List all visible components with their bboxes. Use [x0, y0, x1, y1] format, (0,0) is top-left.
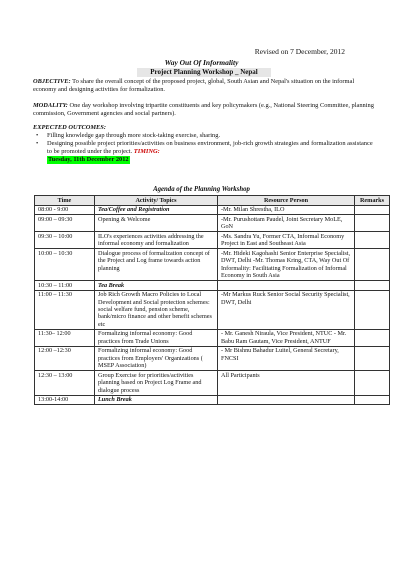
table-row: [35, 395, 390, 405]
modality-text: One day workshop involving tripartite constituents and key policymakers (e.g., National Steering Committee, planning commission, Government agencies and social partners).: [33, 102, 374, 117]
activity-cell: Dialogue process of formalization concept of the Project and Log frame towards action planning: [95, 249, 218, 281]
table-row: [35, 290, 390, 329]
workshop-heading: Project Planning Workshop _ Nepal: [137, 68, 271, 77]
table-row: [35, 205, 390, 215]
objective-paragraph: [33, 78, 378, 94]
column-header-time: Time: [35, 196, 95, 206]
time-cell: 11:00 – 11:30: [35, 290, 95, 329]
remarks-cell: [355, 346, 390, 370]
list-item: • Filling knowledge gap through more stock-taking exercise, sharing.: [33, 132, 378, 140]
resource-cell: - Mr. Ganesh Niraula, Vice President, NTUC - Mr. Babu Ram Gautam, Vice President, ANTUF: [218, 329, 355, 346]
table-row: [35, 346, 390, 370]
resource-cell: -Mr. Purushottam Paudel, Joint Secretary MoLE, GoN: [218, 215, 355, 232]
remarks-cell: [355, 371, 390, 395]
activity-cell: Tea/Coffee and Registration: [95, 205, 218, 215]
table-row: [35, 215, 390, 232]
column-header-resource: Resource Person: [218, 196, 355, 206]
activity-cell: Job Rich Growth Macro Policies to Local Development and Social protection schemes: social welfare fund, pension scheme, bank/micro finance and other benefit schemes etc: [95, 290, 218, 329]
resource-cell: -Ms. Sandra Yu, Former CTA, Informal Economy Project in East and Southeast Asia: [218, 232, 355, 249]
remarks-cell: [355, 281, 390, 291]
remarks-cell: [355, 395, 390, 405]
resource-cell: All Participants: [218, 371, 355, 395]
activity-cell: Group Exercise for priorities/activities planning based on Project Log Frame and dialogue process: [95, 371, 218, 395]
table-row: [35, 281, 390, 291]
table-row: [35, 371, 390, 395]
time-cell: 12:00 –12:30: [35, 346, 95, 370]
activity-cell: Lunch Break: [95, 395, 218, 405]
resource-cell: [218, 281, 355, 291]
remarks-cell: [355, 290, 390, 329]
resource-cell: [218, 395, 355, 405]
table-row: [35, 329, 390, 346]
time-cell: 12:30 – 13:00: [35, 371, 95, 395]
expected-outcomes-list: [33, 132, 378, 164]
remarks-cell: [355, 215, 390, 232]
activity-cell: Tea Break: [95, 281, 218, 291]
agenda-table: [34, 195, 390, 405]
modality-label: MODALITY:: [33, 102, 68, 109]
objective-text: To share the overall concept of the proposed project, global, South Asian and Nepal's situation on the informal economy and designing activities for formalization.: [33, 78, 355, 93]
activity-cell: Opening & Welcome: [95, 215, 218, 232]
timing-value: Tuesday, 11th December 2012: [48, 156, 129, 163]
column-header-remarks: Remarks: [355, 196, 390, 206]
table-header-row: [35, 196, 390, 206]
time-cell: 13:00-14:00: [35, 395, 95, 405]
table-row: [35, 249, 390, 281]
list-item: • Designing possible project priorities/activities on business environment, job-rich growth strategies and formalization assistance to be promoted under the project. TIMING: Tuesday, 11th December 2012: [33, 140, 378, 164]
expected-outcomes-label: EXPECTED OUTCOMES:: [33, 124, 106, 131]
resource-cell: -Mr. Milan Shrestha, ILO: [218, 205, 355, 215]
table-row: [35, 232, 390, 249]
timing-label: TIMING:: [133, 148, 160, 155]
time-cell: 08:00 - 9:00: [35, 205, 95, 215]
agenda-title: Agenda of the Planning Workshop: [153, 186, 250, 193]
remarks-cell: [355, 249, 390, 281]
remarks-cell: [355, 232, 390, 249]
agenda-body: [35, 205, 390, 405]
resource-cell: -Mr. Hideki Kagohashi Senior Enterprise Specialist, DWT, Delhi -Mr. Thomas Kring, CTA, Way Out Of Informality: Facilitating Formalization of Informal Economy in South Asia: [218, 249, 355, 281]
column-header-activity: Activity/ Topics: [95, 196, 218, 206]
modality-paragraph: [33, 102, 378, 118]
time-cell: 10:30 – 11:00: [35, 281, 95, 291]
time-cell: 09:00 – 09:30: [35, 215, 95, 232]
activity-cell: Formalizing informal economy: Good practices from Employers' Organizations ( MSEP Association): [95, 346, 218, 370]
time-cell: 09:30 – 10:00: [35, 232, 95, 249]
time-cell: 10:00 – 10:30: [35, 249, 95, 281]
time-cell: 11:30– 12:00: [35, 329, 95, 346]
document-title: Way Out Of Informality: [164, 58, 239, 67]
resource-cell: - Mr Bishnu Bahadur Luitel, General Secretary, FNCSI: [218, 346, 355, 370]
revised-date: Revised on 7 December, 2012: [254, 47, 345, 56]
activity-cell: ILO's experiences activities addressing the informal economy and formalization: [95, 232, 218, 249]
activity-cell: Formalizing informal economy: Good practices from Trade Unions: [95, 329, 218, 346]
remarks-cell: [355, 205, 390, 215]
resource-cell: -Mr Markus Ruck Senior Social Security Specialist, DWT, Delhi: [218, 290, 355, 329]
objective-label: OBJECTIVE:: [33, 78, 71, 85]
remarks-cell: [355, 329, 390, 346]
